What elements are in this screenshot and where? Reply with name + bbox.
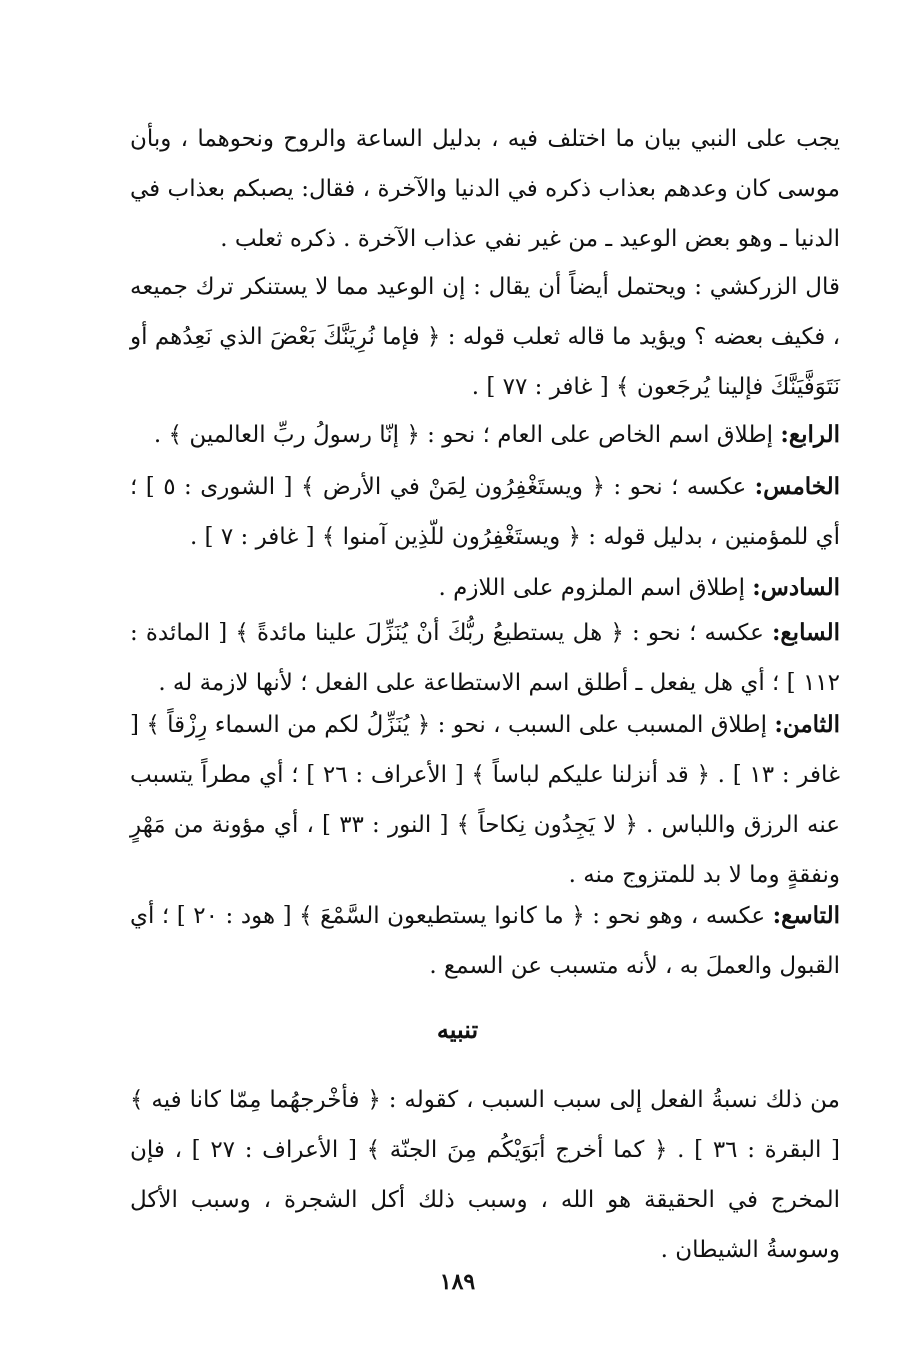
paragraph-text: من ذلك نسبةُ الفعل إلى سبب السبب ، كقوله : ﴿ فأخْرجهُما مِمّا كانا فيه ﴾ [ البقرة : ٣٦ ] . ﴿ كما أخرج أبَوَيْكُم مِنَ الجنّة ﴾ [ الأعراف : ٢٧ ] ، فإن المخرج في الحقيقة هو الله ، وسبب ذلك أكل الشجرة ، وسبب الأكل وسوسةُ الشيطان . (130, 1087, 841, 1263)
paragraph-text: عكسه ؛ نحو : ﴿ هل يستطيعُ ربُّكَ أنْ يُنَزِّلَ علينا مائدةً ﴾ [ المائدة : ١١٢ ] ؛ أي هل يفعل ـ أطلق اسم الاستطاعة على الفعل ؛ لأنها لازمة له . (130, 620, 840, 696)
paragraph-text: قال الزركشي : ويحتمل أيضاً أن يقال : إن الوعيد مما لا يستنكر ترك جميعه ، فكيف بعضه ؟ ويؤيد ما قاله ثعلب قوله : ﴿ فإما نُرِيَنَّكَ بَعْضَ الذي نَعِدُهم أو نَتَوَفَّيَنَّكَ فإلينا يُرجَعون ﴾ [ غافر : ٧٧ ] . (130, 274, 840, 400)
paragraph-sixth (130, 563, 840, 613)
paragraph-text: إطلاق اسم الخاص على العام ؛ نحو : ﴿ إنّا رسولُ ربِّ العالمين ﴾ . (153, 422, 781, 448)
paragraph-fifth (130, 462, 840, 562)
term-fourth: الرابع: (780, 421, 840, 448)
term-seventh: السابع: (771, 619, 840, 646)
paragraph-2 (130, 262, 840, 412)
paragraph-text: يجب على النبي بيان ما اختلف فيه ، بدليل الساعة والروح ونحوهما ، وبأن موسى كان وعدهم بعذاب ذكره في الدنيا والآخرة ، فقال: يصبكم بعذاب في الدنيا ـ وهو بعض الوعيد ـ من غير نفي عذاب الآخرة . ذكره ثعلب . (130, 126, 840, 252)
term-eighth: الثامن: (774, 711, 840, 738)
page-number: ١٨٩ (439, 1269, 476, 1295)
paragraph-text: إطلاق اسم الملزوم على اللازم . (438, 575, 753, 601)
term-sixth: السادس: (752, 574, 840, 601)
section-heading: تنبيه (436, 1015, 479, 1044)
paragraph-text: عكسه ، وهو نحو : ﴿ ما كانوا يستطيعون السَّمْعَ ﴾ [ هود : ٢٠ ] ؛ أي القبول والعملَ به ، لأنه متسبب عن السمع . (130, 903, 840, 979)
paragraph-seventh (130, 608, 840, 708)
paragraph-fourth (130, 410, 840, 460)
paragraph-ninth (130, 891, 840, 991)
paragraph-closing (130, 1075, 840, 1275)
paragraph-text: عكسه ؛ نحو : ﴿ ويستَغْفِرُون لِمَنْ في الأرض ﴾ [ الشورى : ٥ ] ؛ أي للمؤمنين ، بدليل قوله : ﴿ ويستَغْفِرُون للّذِين آمنوا ﴾ [ غافر : ٧ ] . (130, 474, 840, 550)
term-ninth: التاسع: (772, 902, 840, 929)
paragraph-1 (130, 114, 840, 264)
term-fifth: الخامس: (754, 473, 841, 500)
paragraph-eighth (130, 700, 840, 900)
paragraph-text: إطلاق المسبب على السبب ، نحو : ﴿ يُنَزِّلُ لكم من السماء رِزْقاً ﴾ [ غافر : ١٣ ] . ﴿ قد أنزلنا عليكم لباساً ﴾ [ الأعراف : ٢٦ ] ؛ أي مطراً يتسبب عنه الرزق واللباس . ﴿ لا يَجِدُون نِكاحاً ﴾ [ النور : ٣٣ ] ، أي مؤونة من مَهْرٍ ونفقةٍ وما لا بد للمتزوج منه . (130, 712, 841, 888)
